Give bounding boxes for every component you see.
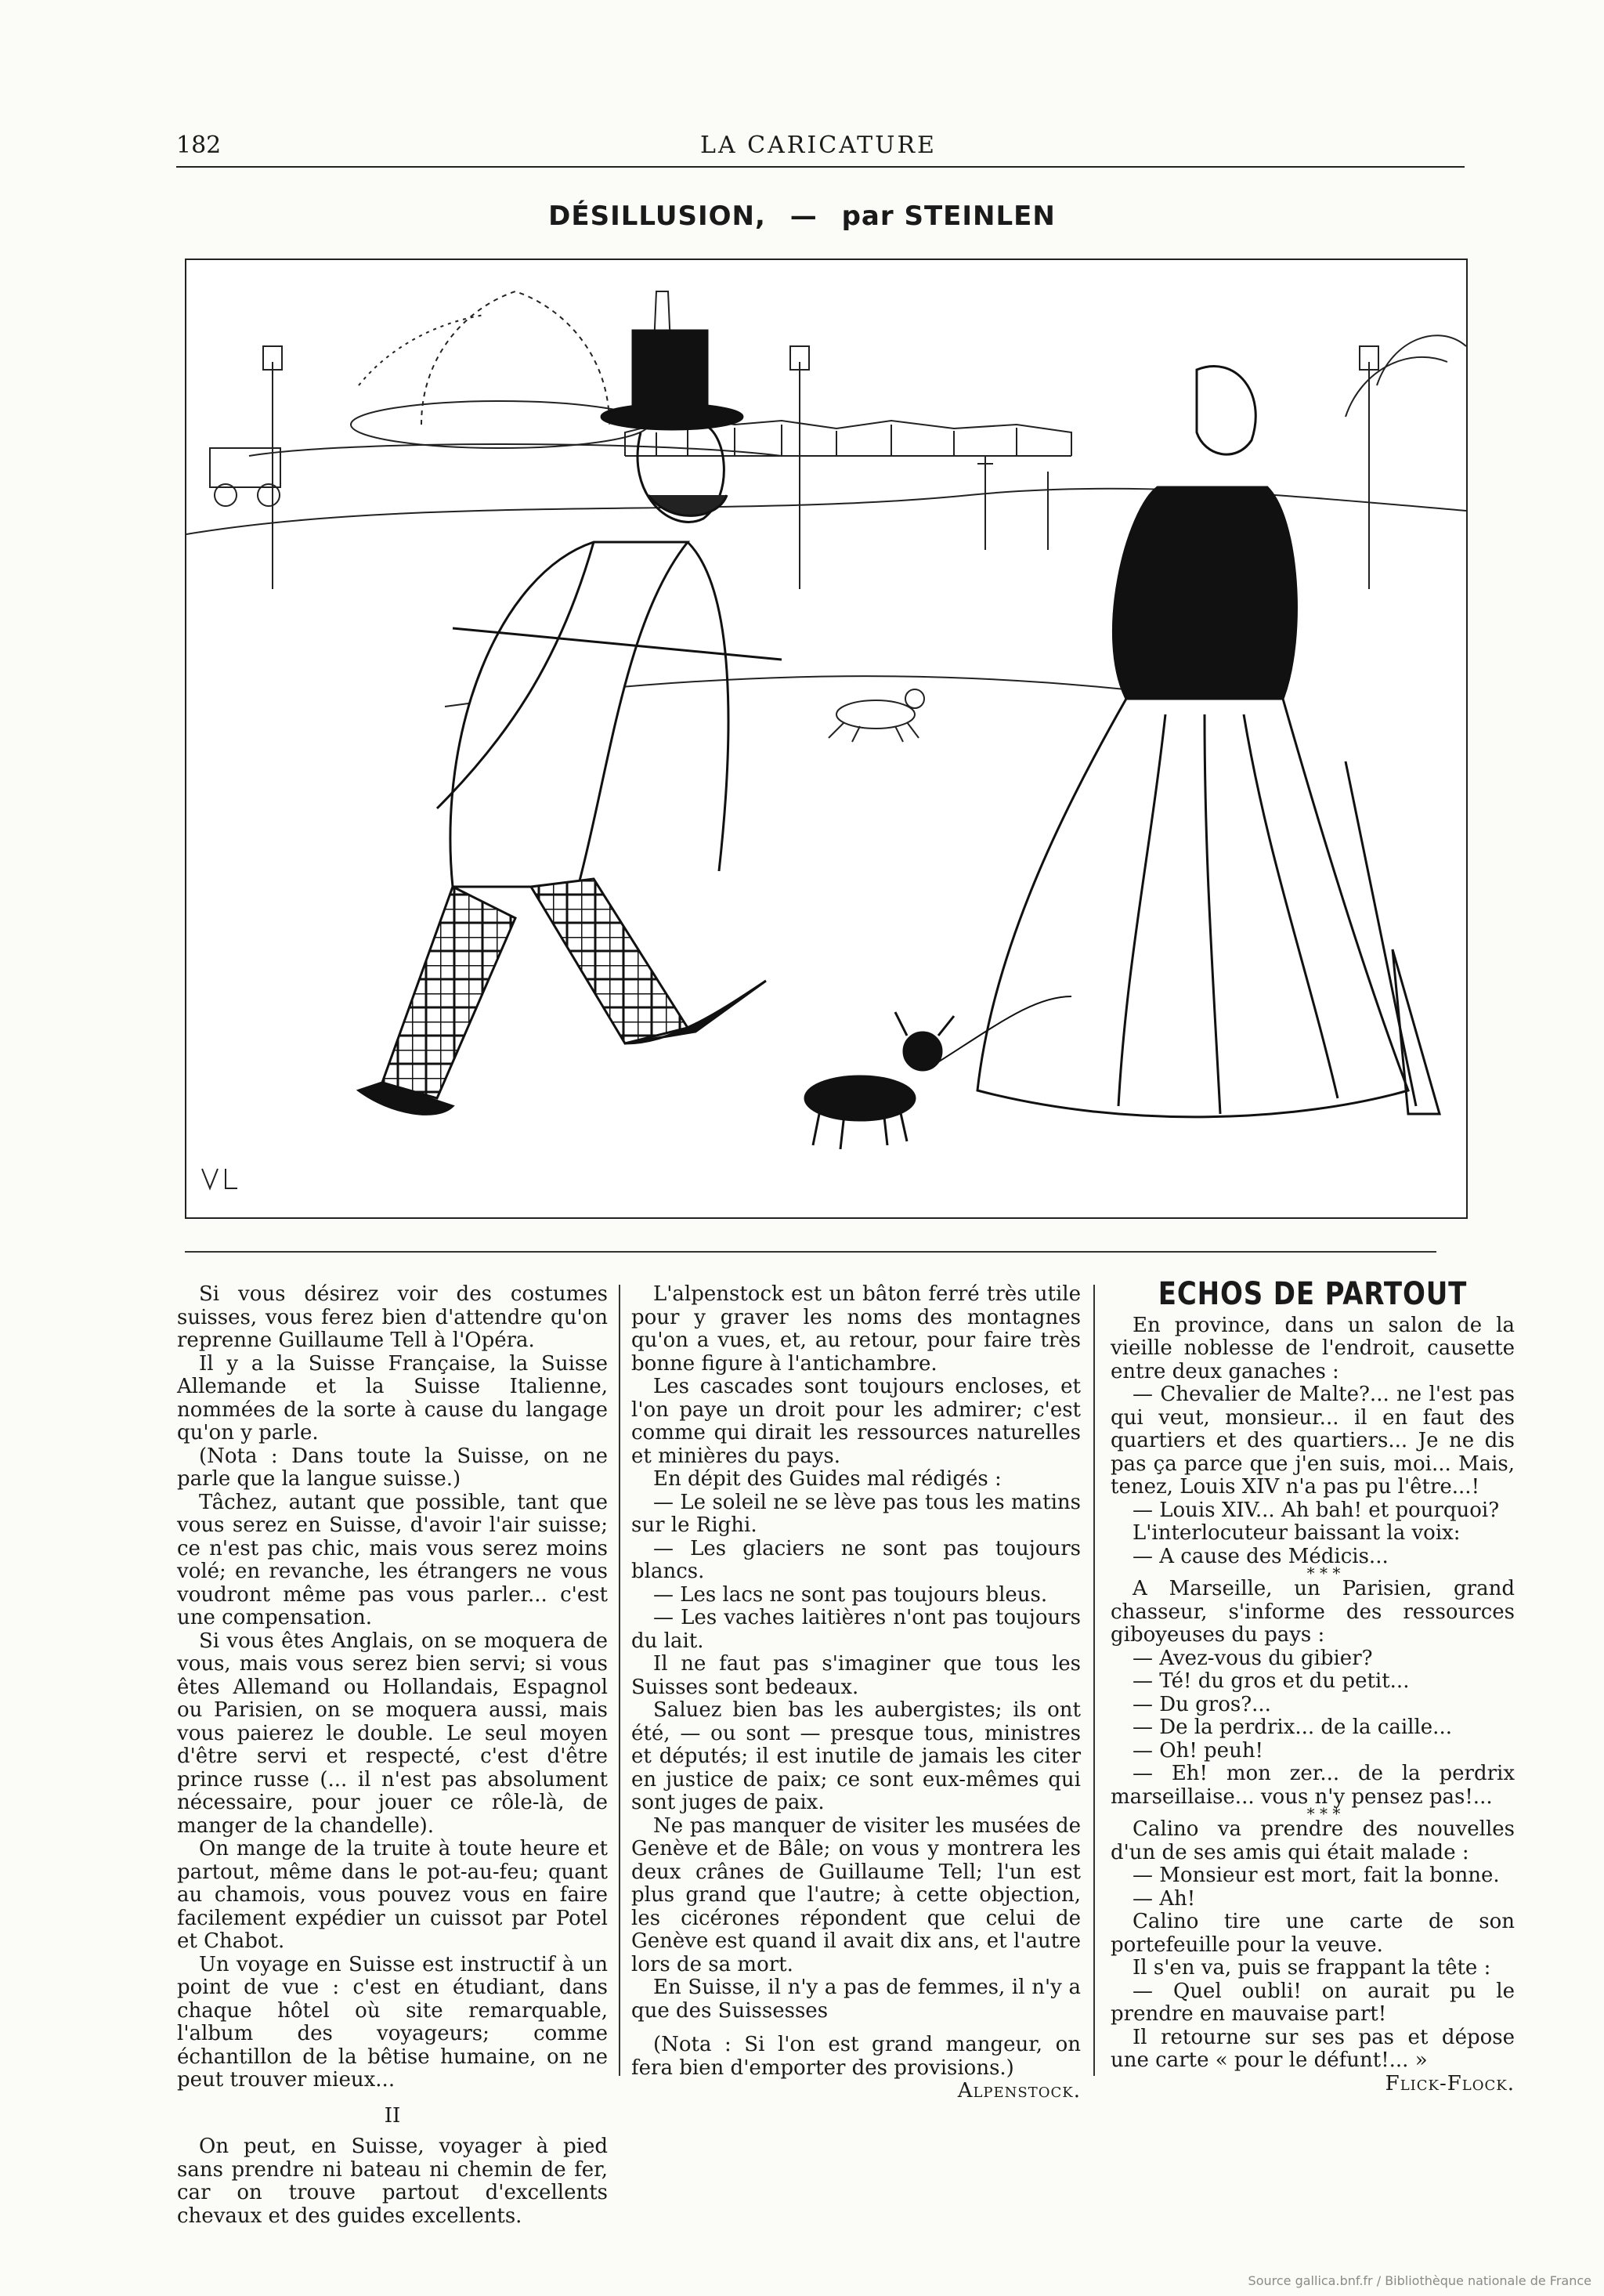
column-swiss-advice [177,1283,608,2228]
paragraph: Il ne faut pas s'imaginer que tous les Suisses sont bedeaux. [631,1652,1081,1699]
caption-author: par STEINLEN [841,201,1056,232]
woman-hat [1197,367,1255,455]
page-header [176,132,1461,163]
dialog-line: — Té! du gros et du petit... [1133,1669,1410,1693]
paragraph: L'alpenstock est un bâton ferré très utile pour y graver les noms des montagnes qu'on a vues, et, au retour, pour faire très bonne figure à l'antichambre. [631,1282,1081,1376]
lamppost-right [1360,346,1378,589]
column-echos [1111,1276,1515,2095]
carriage [210,448,280,487]
woman-jacket [1113,487,1296,699]
paragraph: En dépit des Guides mal rédigés : [653,1467,1002,1491]
paragraph: — Les lacs ne sont pas toujours bleus. [653,1582,1048,1607]
paragraph: (Nota : Si l'on est grand mangeur, on fera bien d'emporter des provisions.) [631,2033,1081,2080]
left-trouser [382,887,515,1098]
paragraph: (Nota : Dans toute la Suisse, on ne parle que la langue suisse.) [177,1444,608,1491]
paragraph: Si vous êtes Anglais, on se moquera de vous, mais vous serez bien servi; si vous êtes Allemand ou Hollandais, Espagnol ou Parisien, on se moquera aussi, mais vous paierez le double. Le seul moyen d'être servi et respecté, c'est d'être prince russe (... il n'est pas absolument nécessaire, pour jouer ce rôle-là, de manger de la chandelle). [177,1629,608,1838]
section-stars: * * * [1306,1804,1341,1823]
woman-figure [930,367,1440,1117]
caption-title: DÉSILLUSION, [548,201,766,232]
dialog-line: — Oh! peuh! [1133,1738,1264,1763]
paragraph: Il y a la Suisse Française, la Suisse Allemande et la Suisse Italienne, nommées de la sorte à cause du langage qu'on y parle. [177,1351,608,1444]
fountain-basin [351,401,648,448]
paragraph: On peut, en Suisse, voyager à pied sans prendre ni bateau ni chemin de fer, car on trouve partout d'excellents chevaux et des guides excellents. [177,2135,608,2228]
paragraph: — Le soleil ne se lève pas tous les matins sur le Righi. [631,1490,1081,1537]
paragraph: Les cascades sont toujours encloses, et l'on paye un droit pour les admirer; c'est comme qui dirait les ressources naturelles et minières du pays. [631,1375,1081,1468]
paragraph: Calino va prendre des nouvelles d'un de ses amis qui était malade : [1111,1817,1515,1864]
lamppost-center [790,346,809,589]
section-stars: * * * [1306,1564,1341,1582]
dialog-line: — Eh! mon zer... de la perdrix marseillaise... vous n'y pensez pas!... [1111,1762,1515,1809]
dialog-line: — Chevalier de Malte?... ne l'est pas qui veut, monsieur... il en faut des quartiers et des quartiers... Je ne dis pas ça parce que j'en suis, moi... Mais, tenez, Louis XIV n'a pas pu l'être...! [1111,1383,1515,1499]
dialog-line: L'interlocuteur baissant la voix: [1133,1521,1461,1545]
dialog-line: — Avez-vous du gibier? [1133,1646,1373,1670]
paragraph: On mange de la truite à toute heure et partout, même dans le pot-au-feu; quant au chamois, vous pouvez vous en faire facilement expédier un cuissot par Potel et Chabot. [177,1837,608,1953]
dialog-line: — Ah! [1133,1886,1196,1911]
paragraph: — Les glaciers ne sont pas toujours blancs. [631,1536,1081,1583]
paragraph: Ne pas manquer de visiter les musées de Genève et de Bâle; on vous y montrera les deux crânes de Guillaume Tell; l'un est plus grand que l'autre; à cette objection, les cicérones répondent que celui de Genève est quand il avait dix ans, et l'autre lors de sa mort. [631,1813,1081,1976]
paragraph: En province, dans un salon de la vieille noblesse de l'endroit, causette entre deux ganaches : [1111,1313,1515,1383]
paragraph: Si vous désirez voir des costumes suisses, vous ferez bien d'attendre qu'on reprenne Guillaume Tell à l'Opéra. [177,1282,608,1352]
column-alpenstock [631,1283,1081,2103]
paragraph: Un voyage en Suisse est instructif à un point de vue : c'est en étudiant, dans chaque hôtel où site remarquable, l'album des voyageurs; comme échantillon de la bêtise humaine, on ne peut trouver mieux... [177,1952,608,2092]
header-rule [176,166,1465,168]
dialog-line: — Monsieur est mort, fait la bonne. [1133,1864,1500,1887]
paragraph: Tâchez, autant que possible, tant que vous serez en Suisse, d'avoir l'air suisse; ce n'est pas chic, mais vous serez moins volé; en revanche, les étrangers ne vous voudront même pas vous parler... c'est une compensation. [177,1490,608,1629]
signature: Alpenstock. [957,2079,1081,2103]
man-figure [359,331,782,1114]
dialog-line: — Louis XIV... Ah bah! et pourquoi? [1133,1498,1500,1522]
right-trouser [531,879,688,1043]
dialog-line: — Quel oubli! on aurait pu le prendre en mauvaise part! [1111,1979,1515,2026]
cartoon-illustration [185,259,1468,1219]
cartoon-drawing [186,260,1466,1217]
lamppost-left [263,346,282,589]
dialog-line: — De la perdrix... de la caille... [1133,1716,1452,1739]
section-rule [185,1251,1436,1253]
paragraph: En Suisse, il n'y a pas de femmes, il n'y a que des Suissesses [631,1976,1081,2023]
paragraph: — Les vaches laitières n'ont pas toujours du lait. [631,1606,1081,1653]
caption-separator: — [789,201,818,232]
running-dog [829,689,924,742]
illustration-caption [0,201,1604,232]
section-number: II [384,2103,401,2128]
echos-title: ECHOS DE PARTOUT [1158,1276,1468,1312]
dialog-line: Il retourne sur ses pas et dépose une carte « pour le défunt!... » [1111,2025,1515,2072]
paragraph: Saluez bien bas les aubergistes; ils ont été, — ou sont — presque tous, ministres et députés; il est inutile de jamais les citer en justice de paix; ce sont eux-mêmes qui sont juges de paix. [631,1698,1081,1814]
dialog-line: — A cause des Médicis... [1133,1544,1389,1568]
small-dog [805,1012,954,1149]
dialog-line: Calino tire une carte de son portefeuille pour la veuve. [1111,1910,1515,1957]
column-divider-2 [1093,1285,1095,2076]
paragraph: A Marseille, un Parisien, grand chasseur, s'informe des ressources giboyeuses du pays : [1111,1577,1515,1647]
dialog-line: Il s'en va, puis se frappant la tête : [1133,1956,1491,1980]
artist-monogram [202,1169,237,1188]
signature: Flick-Flock. [1385,2071,1515,2095]
dialog-line: — Du gros?... [1133,1692,1271,1716]
page-number: 182 [176,132,222,159]
beard [648,495,727,515]
column-divider-1 [619,1285,620,2076]
journal-title: LA CARICATURE [700,132,937,159]
man-coat [450,542,688,887]
source-credit: Source gallica.bnf.fr / Bibliothèque nationale de France [1248,2273,1591,2288]
woman-skirt [977,699,1408,1117]
